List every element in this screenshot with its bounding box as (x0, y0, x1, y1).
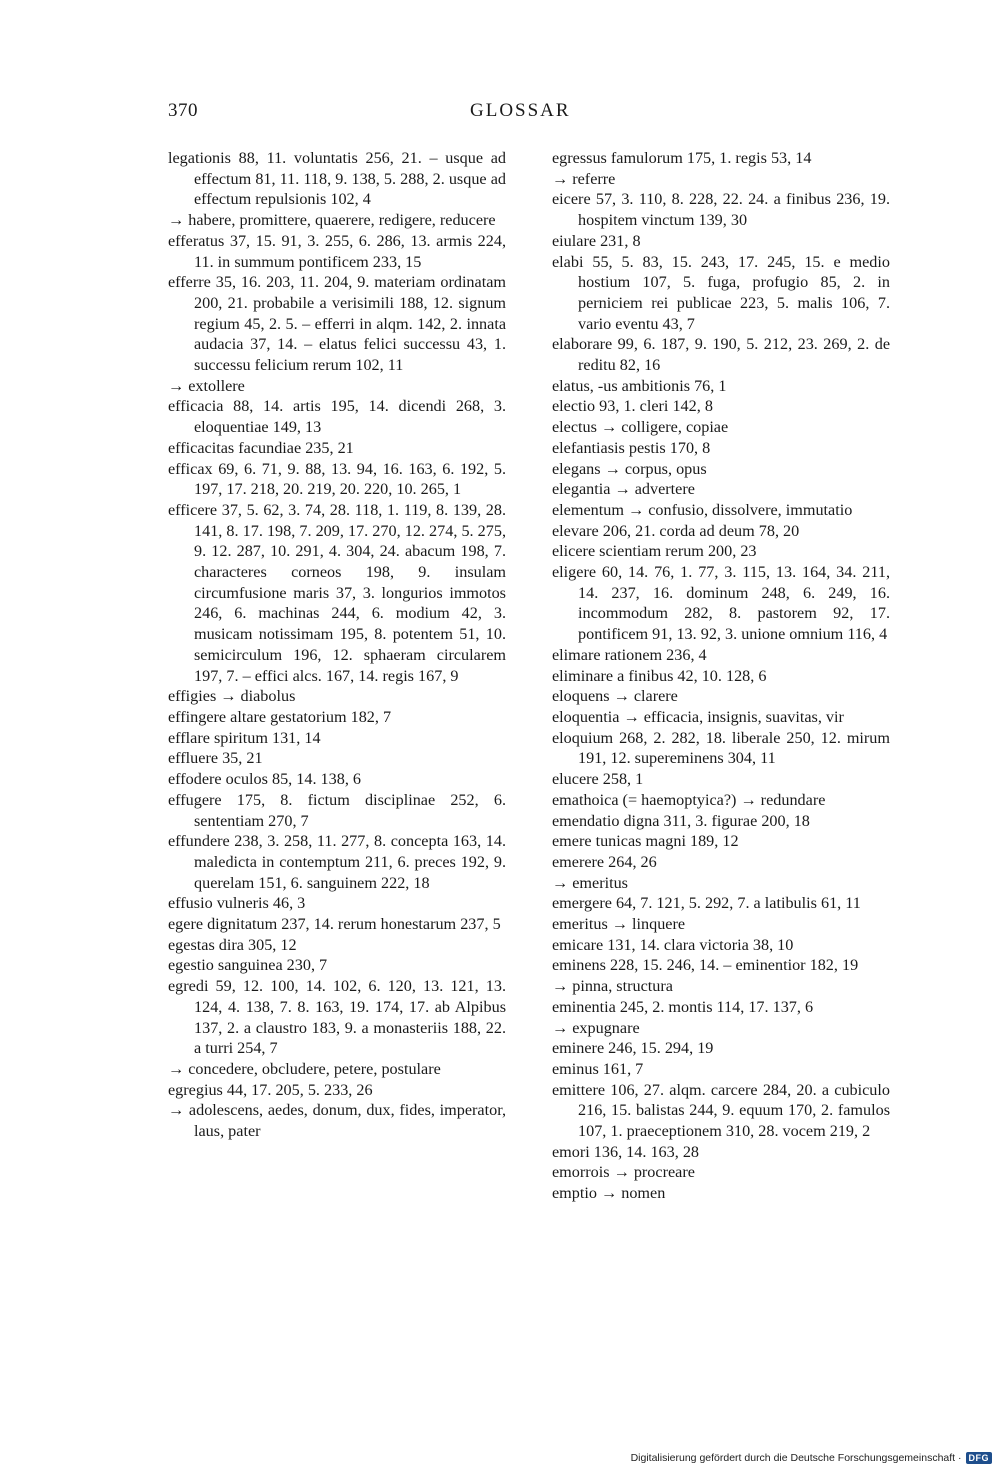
glossary-entry: emorrois → procreare (552, 1163, 695, 1182)
glossary-entry: egregius 44, 17. 205, 5. 233, 26 (168, 1080, 373, 1099)
glossary-entry: efficere 37, 5. 62, 3. 74, 28. 118, 1. 119, 8. 139, 28. 141, 8. 17. 198, 7. 209, 17. 270, 12. 274, 5. 275, 9. 12. 287, 10. 291, 4. 304, 24. abacum 198, 7. characteres corneos 198, 9. insulam circumfusione maris 37, 3. longurios immotos 246, 6. machinas 244, 6. modium 42, 3. musicam notissimam 195, 8. potentem 51, 10. semicirculum 196, 12. sphaeram circularem 197, 7. – effici alcs. 167, 14. regis 167, 9 (168, 500, 506, 685)
running-head: GLOSSAR (470, 100, 571, 121)
glossary-entry: electio 93, 1. cleri 142, 8 (552, 397, 713, 416)
glossary-entry: egressus famulorum 175, 1. regis 53, 14 (552, 149, 812, 167)
glossary-entry: effundere 238, 3. 258, 11. 277, 8. concepta 163, 14. maledicta in contemptum 211, 6. preces 192, 9. querelam 151, 6. sanguinem 222, 18 (168, 832, 506, 892)
glossary-entry: eminens 228, 15. 246, 14. – eminentior 182, 19 (552, 956, 859, 975)
glossary-entry: eminentia 245, 2. montis 114, 17. 137, 6 (552, 997, 814, 1016)
glossary-entry: efficacia 88, 14. artis 195, 14. dicendi 268, 3. eloquentiae 149, 13 (168, 397, 506, 437)
glossary-entry: eminus 161, 7 (552, 1059, 644, 1078)
glossary-entry: emori 136, 14. 163, 28 (552, 1142, 700, 1161)
glossary-entry: effodere oculos 85, 14. 138, 6 (168, 770, 362, 789)
glossary-entry: eminere 246, 15. 294, 19 (552, 1039, 714, 1058)
digitization-credit (631, 1452, 992, 1464)
glossary-entry: emeritus → linquere (552, 915, 686, 934)
glossary-entry: elementum → confusio, dissolvere, immutatio (552, 500, 853, 519)
glossary-entry: elucere 258, 1 (552, 770, 644, 789)
glossary-entry: emerere 264, 26 (552, 852, 657, 871)
right-column (552, 148, 890, 1204)
page-number: 370 (168, 100, 198, 121)
glossary-entry: elegantia → advertere (552, 480, 695, 499)
glossary-entry: efferre 35, 16. 203, 11. 204, 9. materiam ordinatam 200, 21. probabile a verisimili 188, 12. signum regium 45, 2. 5. – efferri in alqm. 142, 2. innata audacia 37, 14. – elatus felici successu 43, 1. successu felicium rerum 102, 11 (168, 273, 506, 375)
glossary-entry: → expugnare (552, 1018, 640, 1037)
glossary-entry: emergere 64, 7. 121, 5. 292, 7. a latibulis 61, 11 (552, 894, 861, 913)
glossary-entry: elicere scientiam rerum 200, 23 (552, 542, 757, 561)
credit-text: Digitalisierung gefördert durch die Deutsche Forschungsgemeinschaft · (630, 1452, 962, 1464)
glossary-entry: egredi 59, 12. 100, 14. 102, 6. 120, 13. 121, 13. 124, 4. 138, 7. 8. 163, 19. 174, 17. ab Alpibus 137, 2. a claustro 183, 9. a monasteriis 188, 22. a turri 254, 7 (168, 977, 506, 1058)
left-column (168, 148, 506, 1142)
glossary-entry: effigies → diabolus (168, 687, 296, 706)
glossary-entry: elegans → corpus, opus (552, 459, 707, 478)
glossary-entry: eligere 60, 14. 76, 1. 77, 3. 115, 13. 164, 34. 211, 14. 237, 16. dominum 248, 6. 249, 16. incommodum 282, 8. pastorem 92, 17. pontificem 91, 13. 92, 3. unione omnium 116, 4 (552, 563, 890, 644)
glossary-entry: → extollere (168, 376, 245, 395)
glossary-entry: eloquens → clarere (552, 687, 678, 706)
glossary-entry: effingere altare gestatorium 182, 7 (168, 707, 392, 726)
glossary-entry: → emeritus (552, 873, 628, 892)
glossary-entry: efferatus 37, 15. 91, 3. 255, 6. 286, 13. armis 224, 11. in summum pontificem 233, 15 (168, 231, 506, 271)
glossary-entry: emendatio digna 311, 3. figurae 200, 18 (552, 811, 810, 830)
glossary-entry: efficax 69, 6. 71, 9. 88, 13. 94, 16. 163, 6. 192, 5. 197, 17. 218, 20. 219, 20. 220, 10. 265, 1 (168, 459, 506, 499)
glossary-entry: elimare rationem 236, 4 (552, 645, 707, 664)
glossary-entry: eliminare a finibus 42, 10. 128, 6 (552, 666, 767, 685)
glossary-entry: eloquentia → efficacia, insignis, suavitas, vir (552, 707, 844, 726)
glossary-entry: elevare 206, 21. corda ad deum 78, 20 (552, 521, 800, 540)
glossary-entry: elaborare 99, 6. 187, 9. 190, 5. 212, 23. 269, 2. de reditu 82, 16 (552, 335, 890, 375)
glossary-entry: emere tunicas magni 189, 12 (552, 832, 739, 851)
glossary-entry: emittere 106, 27. alqm. carcere 284, 20. a cubiculo 216, 15. balistas 244, 9. equum 170, 2. famulos 107, 1. praeceptionem 310, 28. vocem 219, 2 (552, 1080, 890, 1141)
glossary-entry: efflare spiritum 131, 14 (168, 728, 321, 747)
dfg-logo: DFG (966, 1452, 993, 1464)
glossary-entry: eloquium 268, 2. 282, 18. liberale 250, 12. mirum 191, 12. supereminens 304, 11 (552, 728, 890, 768)
glossary-entry: → pinna, structura (552, 977, 673, 996)
glossary-entry: effusio vulneris 46, 3 (168, 894, 306, 913)
glossary-entry: eicere 57, 3. 110, 8. 228, 22. 24. a finibus 236, 19. hospitem vinctum 139, 30 (552, 190, 890, 230)
glossary-entry: egestas dira 305, 12 (168, 935, 297, 954)
glossary-entry: → concedere, obcludere, petere, postulare (168, 1059, 441, 1078)
glossary-entry: elabi 55, 5. 83, 15. 243, 17. 245, 15. e medio hostium 107, 5. fuga, profugio 85, 2. in perniciem rei publicae 223, 5. malis 106, 7. vario eventu 43, 7 (552, 252, 890, 333)
glossary-entry: eiulare 231, 8 (552, 231, 641, 250)
glossary-entry: → adolescens, aedes, donum, dux, fides, imperator, laus, pater (168, 1101, 506, 1141)
glossary-entry: legationis 88, 11. voluntatis 256, 21. – usque ad effectum 81, 11. 118, 9. 138, 5. 288, 2. usque ad effectum repulsionis 102, 4 (168, 149, 506, 209)
glossary-entry: effluere 35, 21 (168, 749, 263, 768)
glossary-entry: emicare 131, 14. clara victoria 38, 10 (552, 935, 794, 954)
glossary-entry: emathoica (= haemoptyica?) → redundare (552, 790, 826, 809)
glossary-entry: → referre (552, 169, 616, 188)
glossary-entry: egestio sanguinea 230, 7 (168, 956, 328, 975)
glossary-entry: elatus, -us ambitionis 76, 1 (552, 376, 727, 395)
glossary-entry: egere dignitatum 237, 14. rerum honestarum 237, 5 (168, 915, 501, 934)
glossary-entry: electus → colligere, copiae (552, 418, 729, 437)
glossary-entry: elefantiasis pestis 170, 8 (552, 438, 711, 457)
glossary-entry: efficacitas facundiae 235, 21 (168, 438, 354, 457)
glossary-entry: emptio → nomen (552, 1184, 666, 1203)
glossary-entry: → habere, promittere, quaerere, redigere, reducere (168, 211, 496, 230)
glossary-entry: effugere 175, 8. fictum disciplinae 252, 6. sententiam 270, 7 (168, 790, 506, 830)
